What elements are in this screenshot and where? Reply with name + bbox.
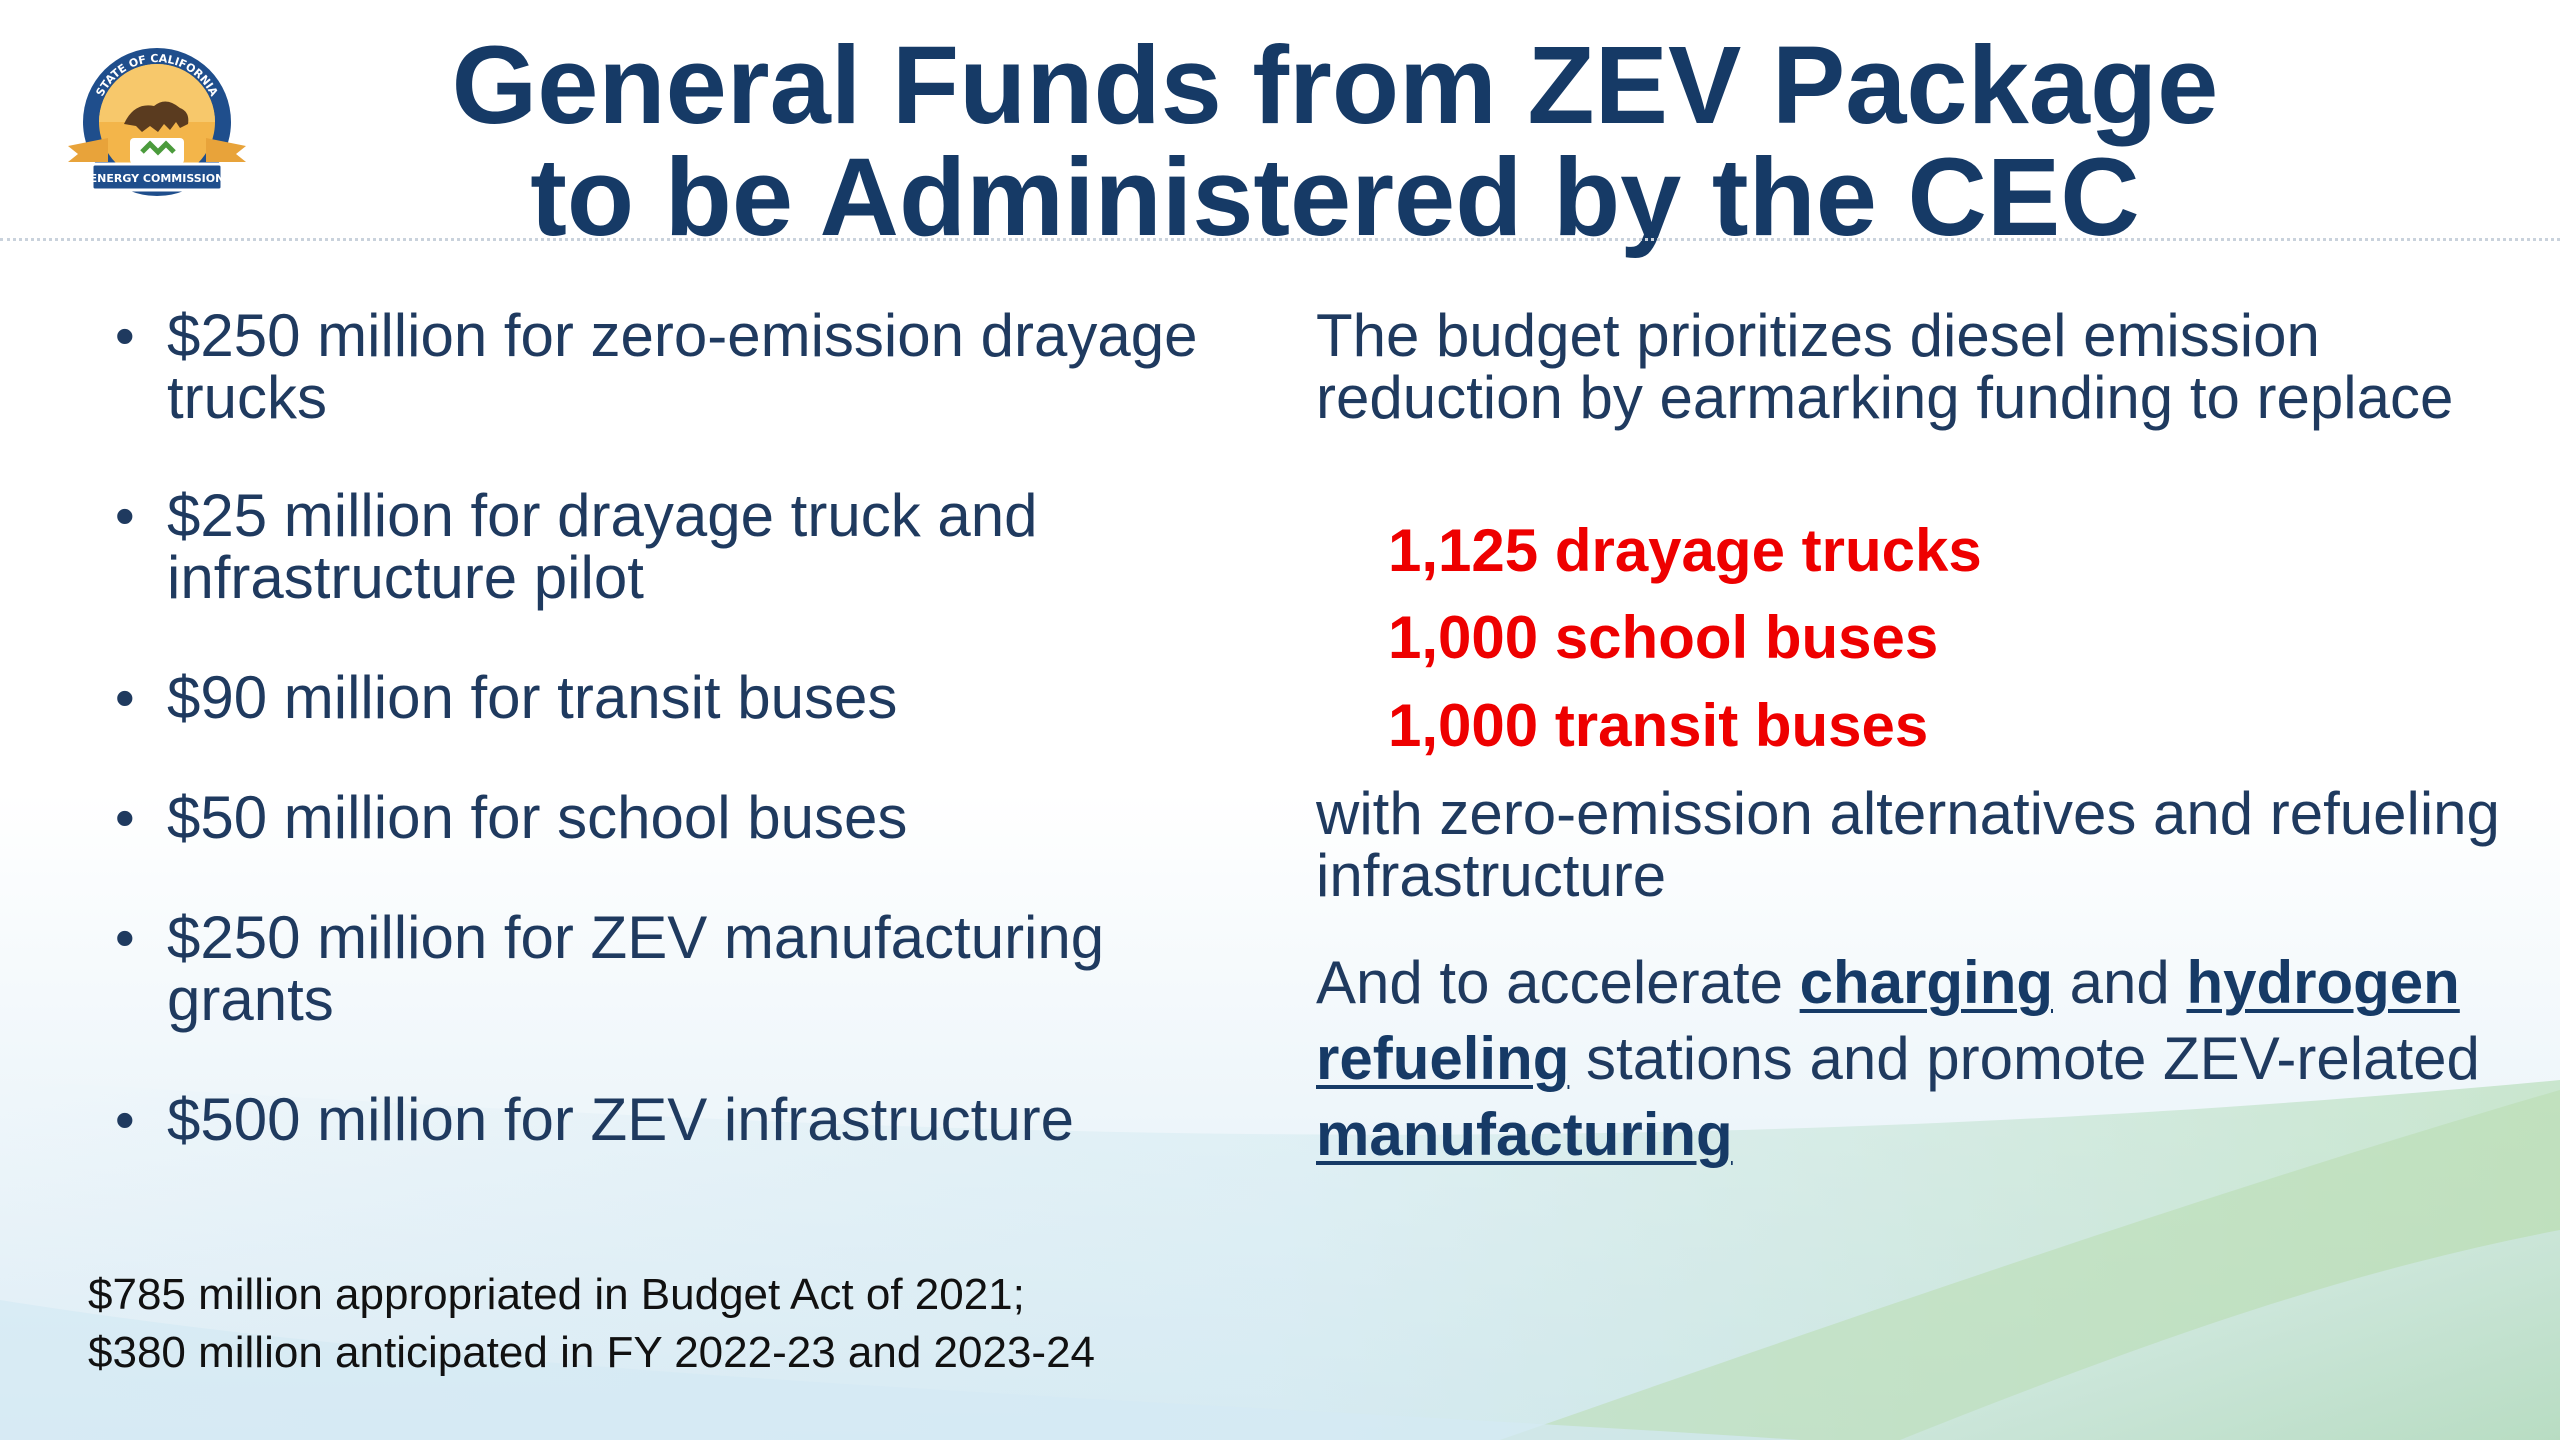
highlight-drayage-trucks: 1,125 drayage trucks [1388,517,1982,584]
bullet-icon: • [115,786,135,849]
bullet-text: $250 million for ZEV manufacturing grants [167,904,1105,1033]
bullet-text: $500 million for ZEV infrastructure [167,1086,1075,1153]
accelerate-part-1: And to accelerate [1316,949,1800,1016]
bullet-icon: • [115,666,135,729]
title-divider [0,238,2560,241]
bullet-text: $90 million for transit buses [167,664,898,731]
emph-charging: charging [1799,949,2053,1016]
bullet-icon: • [115,906,135,969]
list-item [115,302,1275,431]
bullet-icon: • [115,484,135,547]
accelerate-part-2: and [2053,949,2187,1016]
title-line-2: to be Administered by the CEC [530,136,2140,259]
accelerate-part-3: stations and promote ZEV-related [1569,1025,2480,1092]
logo [62,40,252,210]
accelerate-text [1316,945,2516,1173]
logo-banner-text: ENERGY COMMISSION [89,172,225,185]
list-item [115,904,1275,1033]
bullet-icon: • [115,304,135,367]
list-item [115,1086,1275,1153]
title-line-1: General Funds from ZEV Package [451,24,2219,147]
footnote-line-2: $380 million anticipated in FY 2022-23 and 2023-24 [88,1328,1096,1377]
bullet-text: $50 million for school buses [167,784,908,851]
footnote [88,1266,1095,1382]
highlight-school-buses: 1,000 school buses [1388,604,1939,671]
bullet-text: $25 million for drayage truck and infrastructure pilot [167,482,1038,611]
list-item [115,482,1275,611]
bullet-text: $250 million for zero-emission drayage trucks [167,302,1198,431]
list-item [115,664,1275,731]
emph-hydrogen-refueling: hydrogen refueling [1316,949,2460,1092]
page-title [280,24,2390,259]
footnote-line-1: $785 million appropriated in Budget Act of 2021; [88,1270,1025,1319]
bullet-icon: • [115,1088,135,1151]
list-item [115,784,1275,851]
highlight-transit-buses: 1,000 transit buses [1388,692,1929,759]
alternatives-text: with zero-emission alternatives and refueling infrastructure [1316,780,2500,909]
logo-top-text: STATE OF CALIFORNIA [93,51,221,99]
intro-text: The budget prioritizes diesel emission reduction by earmarking funding to replace [1316,302,2454,431]
california-energy-commission-seal-icon [62,40,252,210]
emph-manufacturing: manufacturing [1316,1101,1733,1168]
